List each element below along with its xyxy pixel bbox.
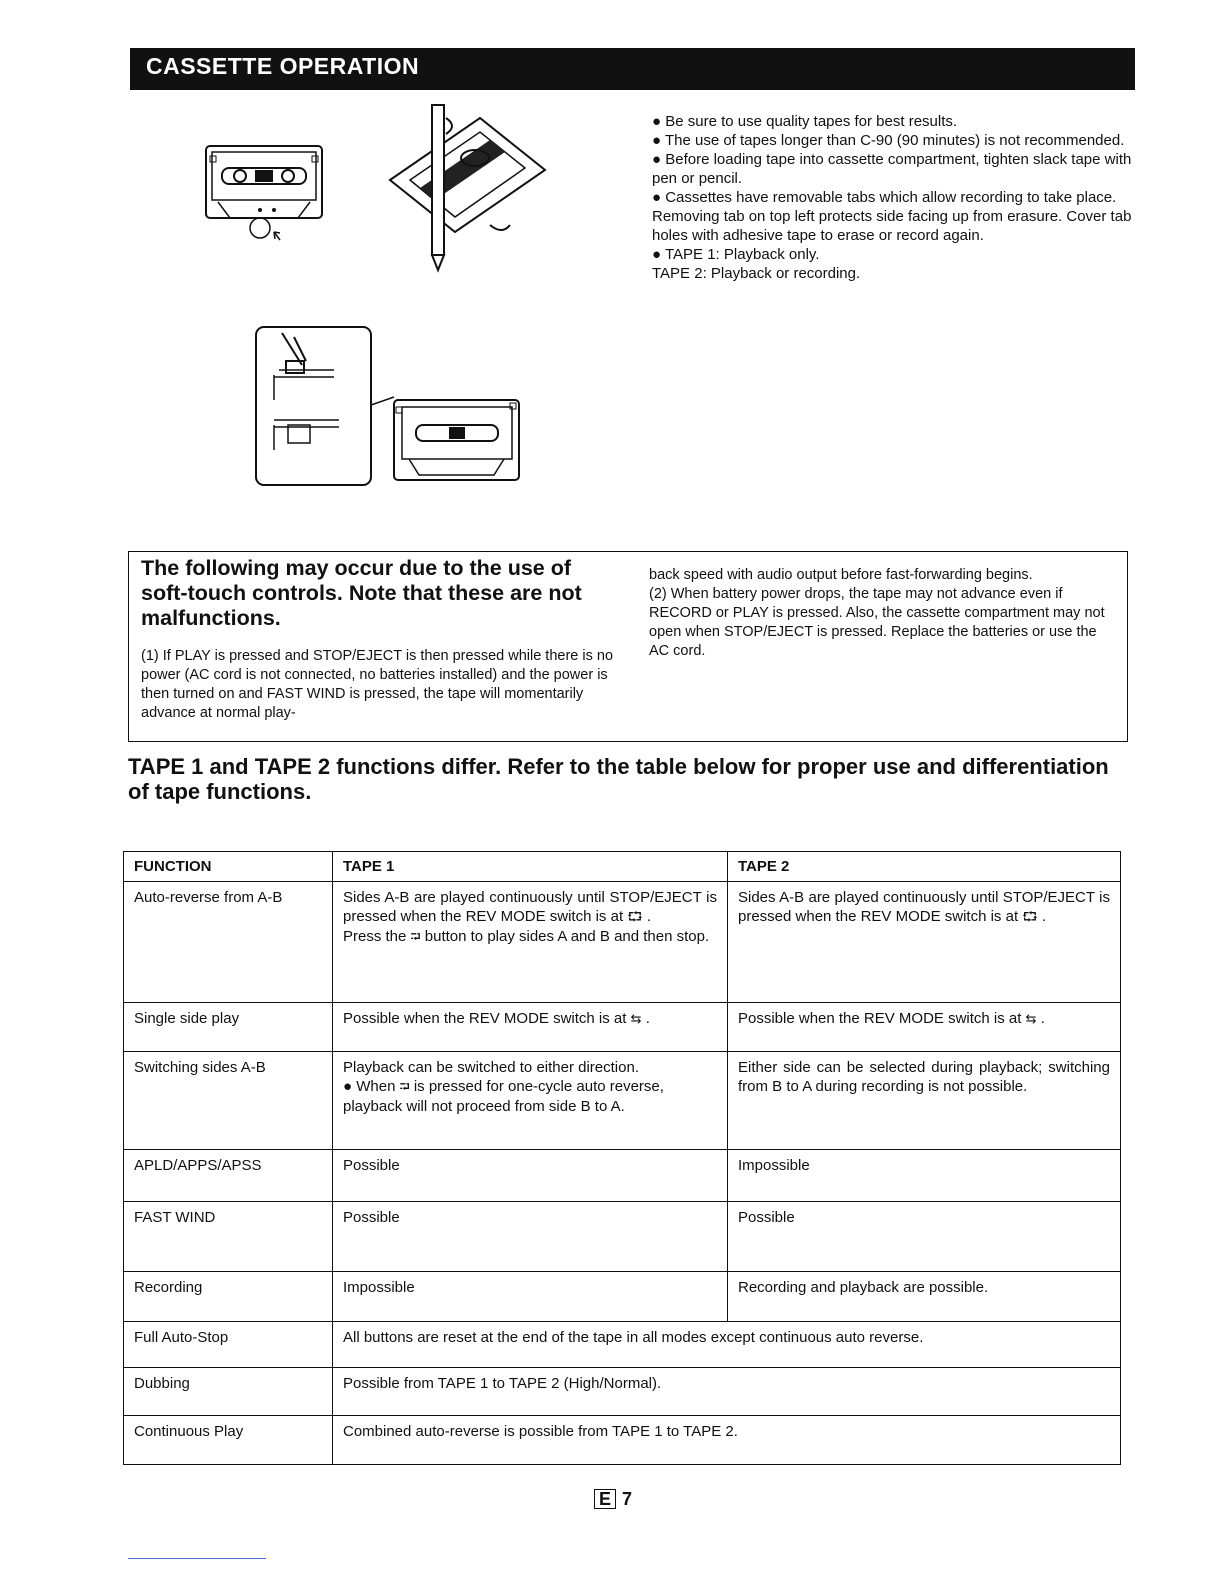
tip-tape2: TAPE 2: Playback or recording.: [652, 265, 861, 282]
tip-tape1: ● TAPE 1: Playback only.: [652, 246, 820, 263]
one-cycle-reverse-icon: ⮒: [410, 930, 421, 945]
table-row: [124, 1322, 1121, 1368]
tape-functions-table: [123, 851, 1121, 1465]
cassette-front-illustration: [200, 140, 330, 245]
one-cycle-reverse-icon: ⮒: [399, 1080, 410, 1095]
tape1-cell: [333, 1052, 728, 1150]
tape1-cell: Sides A-B are played continuously until STOP/EJECT is pressed when the REV MODE switch is at ⮔ . Press the ⮒ button to play sides A and B and then stop.: [333, 882, 728, 1003]
shared-cell: All buttons are reset at the end of the tape in all modes except continuous auto reverse.: [333, 1322, 1121, 1368]
tape2-text: Possible when the REV MODE switch is at: [738, 1010, 1022, 1027]
table-row: [124, 1202, 1121, 1272]
function-cell: Auto-reverse from A-B: [124, 882, 333, 1003]
continuous-reverse-icon: ⮔: [627, 910, 643, 925]
table-row: [124, 1416, 1121, 1465]
function-cell: Continuous Play: [124, 1416, 333, 1465]
section-title: CASSETTE OPERATION: [146, 53, 420, 79]
tape1-text: Playback can be switched to either direction.: [343, 1059, 639, 1076]
function-cell: Dubbing: [124, 1368, 333, 1416]
notice-right-column: [649, 566, 1119, 661]
table-row: [124, 1368, 1121, 1416]
tape2-cell: Sides A-B are played continuously until STOP/EJECT is pressed when the REV MODE switch is at ⮔ .: [728, 882, 1121, 1003]
function-cell: Recording: [124, 1272, 333, 1322]
tape1-text: ● When: [343, 1078, 396, 1095]
soft-touch-notice: [128, 551, 1128, 742]
tape1-cell: Possible when the REV MODE switch is at ⇆ .: [333, 1003, 728, 1052]
table-row: [124, 1052, 1121, 1150]
tape1-text: is pressed for one-cycle auto reverse, playback will not proceed from side B to A.: [343, 1078, 664, 1115]
function-cell: APLD/APPS/APSS: [124, 1150, 333, 1202]
notice-item-2: (2) When battery power drops, the tape may not advance even if RECORD or PLAY is pressed. Also, the cassette compartment may not open when STOP/EJECT is pressed. Replace the batteries or use the AC cord.: [649, 586, 1105, 659]
function-cell: Switching sides A-B: [124, 1052, 333, 1150]
cassette-tips-list: [652, 112, 1136, 283]
page-language-label: E: [594, 1489, 616, 1509]
notice-left-column: [141, 556, 619, 723]
section-header-bar: [130, 48, 1135, 90]
tip-quality-tapes: ● Be sure to use quality tapes for best results.: [652, 113, 958, 130]
table-header-row: [124, 852, 1121, 882]
shared-cell: Possible from TAPE 1 to TAPE 2 (High/Normal).: [333, 1368, 1121, 1416]
function-cell: FAST WIND: [124, 1202, 333, 1272]
tape1-cell: Impossible: [333, 1272, 728, 1322]
functions-heading: TAPE 1 and TAPE 2 functions differ. Refer to the table below for proper use and differentiation of tape functions.: [128, 754, 1109, 804]
notice-heading: The following may occur due to the use of soft-touch controls. Note that these are not malfunctions.: [141, 556, 582, 630]
tape1-text: button to play sides A and B and then stop.: [424, 928, 710, 945]
table-row: [124, 1272, 1121, 1322]
table-row: [124, 1003, 1121, 1052]
tip-tape-length: ● The use of tapes longer than C-90 (90 minutes) is not recommended.: [652, 132, 1125, 149]
tape1-text: Sides A-B are played continuously until STOP/EJECT is pressed when the REV MODE switch is at: [343, 889, 717, 925]
table-row: [124, 1150, 1121, 1202]
notice-item-1-continued: back speed with audio output before fast-forwarding begins.: [649, 567, 1033, 583]
cassette-pencil-illustration: [380, 100, 550, 275]
shared-cell: Combined auto-reverse is possible from TAPE 1 to TAPE 2.: [333, 1416, 1121, 1465]
tape2-cell: Possible when the REV MODE switch is at ⇆ .: [728, 1003, 1121, 1052]
tape2-cell: Recording and playback are possible.: [728, 1272, 1121, 1322]
tape1-text: Press the: [343, 928, 407, 945]
tape2-cell: Impossible: [728, 1150, 1121, 1202]
tape1-text: Possible when the REV MODE switch is at: [343, 1010, 627, 1027]
header-tape2: TAPE 2: [728, 852, 1121, 882]
tape2-cell: Either side can be selected during playback; switching from B to A during recording is not possible.: [728, 1052, 1121, 1150]
tape1-cell: Possible: [333, 1150, 728, 1202]
tip-removable-tabs: ● Cassettes have removable tabs which allow recording to take place. Removing tab on top left protects side facing up from erasure. Cover tab holes with adhesive tape to erase or record again.: [652, 189, 1132, 244]
page-number: [594, 1489, 632, 1510]
single-side-icon: ⇆: [630, 1012, 642, 1027]
continuous-reverse-icon: ⮔: [1022, 910, 1038, 925]
header-function: FUNCTION: [124, 852, 333, 882]
tape1-cell: Possible: [333, 1202, 728, 1272]
function-cell: Full Auto-Stop: [124, 1322, 333, 1368]
notice-item-1: (1) If PLAY is pressed and STOP/EJECT is then pressed while there is no power (AC cord is not connected, no batteries installed) and the power is then turned on and FAST WIND is pressed, the tape will momentarily advance at normal play-: [141, 648, 614, 721]
table-row: [124, 882, 1121, 1003]
single-side-icon: ⇆: [1025, 1012, 1037, 1027]
tape2-cell: Possible: [728, 1202, 1121, 1272]
function-cell: Single side play: [124, 1003, 333, 1052]
tip-slack-tape: ● Before loading tape into cassette compartment, tighten slack tape with pen or pencil.: [652, 151, 1132, 187]
bottom-rule: [128, 1558, 266, 1559]
tab-removal-illustration: [254, 325, 529, 490]
page-number-value: 7: [622, 1489, 633, 1509]
tape2-text: Sides A-B are played continuously until STOP/EJECT is pressed when the REV MODE switch is at: [738, 889, 1110, 925]
header-tape1: TAPE 1: [333, 852, 728, 882]
